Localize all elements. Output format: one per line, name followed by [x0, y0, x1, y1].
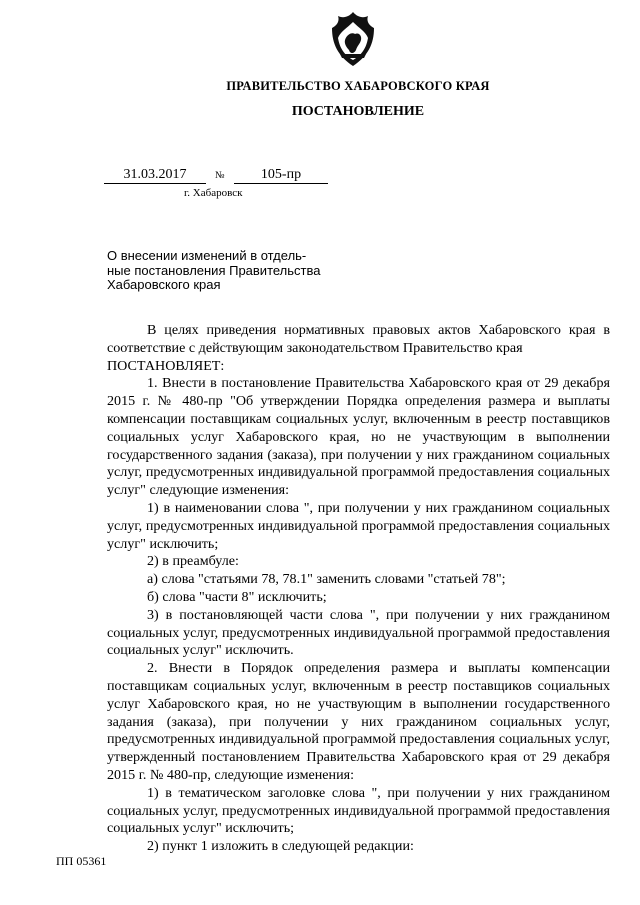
paragraph: б) слова "части 8" исключить; — [147, 588, 327, 605]
paragraph: 3) в постановляющей части слова ", при получении у них гражданином социальных услуг, предусмотренных индивидуальной программой предоставления социальных услуг" исключить. — [107, 606, 610, 659]
organization-title: ПРАВИТЕЛЬСТВО ХАБАРОВСКОГО КРАЯ — [226, 79, 490, 93]
paragraph: 1) в тематическом заголовке слова ", при получении у них гражданином социальных услуг, предусмотренных индивидуальной программой предоставления социальных услуг" исключить; — [107, 784, 610, 837]
paragraph: 1) в наименовании слова ", при получении у них гражданином социальных услуг, предусмотренных индивидуальной программой предоставления социальных услуг" исключить; — [107, 499, 610, 552]
footer-code: ПП 05361 — [56, 854, 107, 868]
subject-line: ные постановления Правительства — [107, 262, 321, 278]
document-type: ПОСТАНОВЛЕНИЕ — [291, 104, 425, 119]
city-label: г. Хабаровск — [184, 187, 243, 199]
paragraph-decree: ПОСТАНОВЛЯЕТ: — [107, 357, 225, 374]
paragraph: а) слова "статьями 78, 78.1" заменить словами "статьей 78"; — [147, 571, 506, 588]
document-subject — [107, 249, 337, 293]
document-body — [107, 322, 610, 856]
paragraph: В целях приведения нормативных правовых актов Хабаровского края в соответствие с действующим законодательством Правительство края — [107, 322, 610, 356]
coat-of-arms-emblem — [328, 10, 378, 72]
paragraph: 2) пункт 1 изложить в следующей редакции: — [147, 838, 414, 855]
document-date: 31.03.2017 — [104, 166, 206, 184]
subject-line: Хабаровского края — [107, 277, 221, 293]
subject-line: О внесении изменений в отдель- — [107, 248, 307, 263]
number-sign: № — [215, 170, 225, 181]
paragraph: 2) в преамбуле: — [147, 553, 239, 570]
paragraph: 2. Внести в Порядок определения размера и выплаты компенсации поставщикам социальных услуг, включенным в реестр поставщиков социальных услуг Хабаровского края, но не участвующим в выполнении государственного задания (заказа), при получении у них гражданином социальных услуг, предусмотренных индивидуальной программой предоставления социальных услуг, утвержденный постановлением Правительства Хабаровского края от 29 декабря 2015 г. № 480-пр, следующие изменения: — [107, 660, 610, 783]
paragraph: 1. Внести в постановление Правительства Хабаровского края от 29 декабря 2015 г. № 480-пр "Об утверждении Порядка определения размера и выплаты компенсации поставщикам социальных услуг, включенным в реестр поставщиков социальных услуг Хабаровского края, но не участвующим в выполнении государственного задания (заказа), при получении у них гражданином социальных услуг, предусмотренных индивидуальной программой предоставления социальных услуг" следующие изменения: — [107, 375, 610, 499]
document-number: 105-пр — [234, 166, 328, 184]
